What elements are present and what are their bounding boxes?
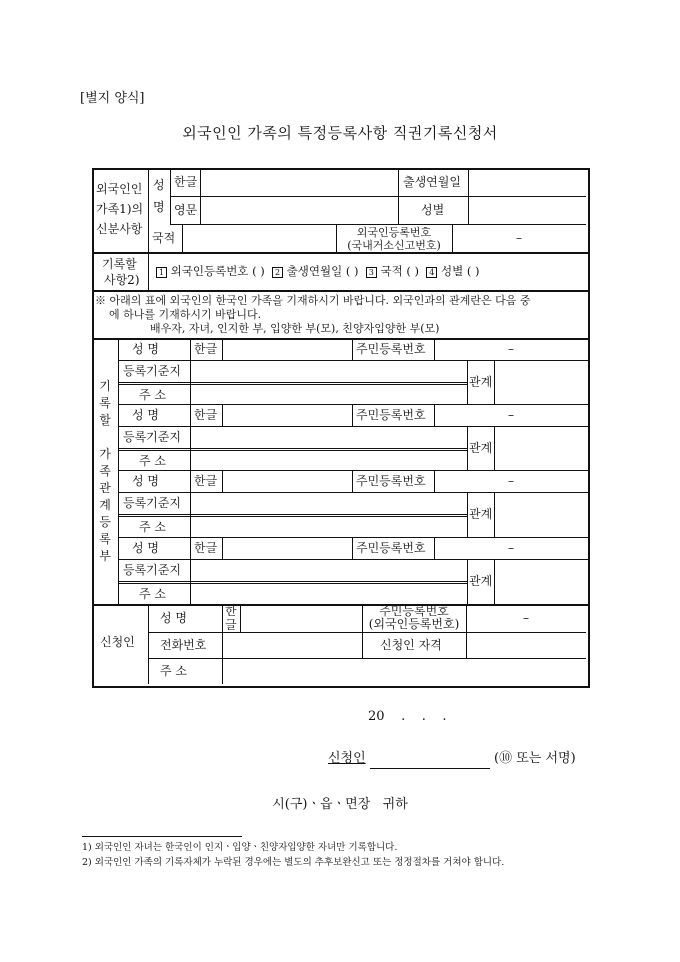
checkbox-2[interactable]: 2 <box>272 267 283 278</box>
family-4-korean-label: 한글 <box>194 541 218 555</box>
applicant-rrn-label-1: 주민등록번호 <box>379 604 449 618</box>
applicant-korean-label-2: 글 <box>225 618 237 632</box>
family-4-address-label: 주 소 <box>139 587 166 601</box>
applicant-section-label: 신청인 <box>100 635 135 649</box>
family-side-label: 기 록 할 가 족 관 계 등 록 부 <box>99 379 111 563</box>
reg-no-label-1: 외국인등록번호 <box>356 226 432 239</box>
foreigner-korean-label: 한글 <box>174 175 198 189</box>
family-1-relation-label: 관계 <box>469 375 493 389</box>
footnote-divider <box>82 836 242 837</box>
family-1-name-label: 성 명 <box>132 342 159 356</box>
addressee: 시(구)ㆍ읍ㆍ면장 귀하 <box>272 797 408 812</box>
foreigner-name-label-2: 명 <box>153 200 165 214</box>
family-4-rrn-label: 주민등록번호 <box>356 541 426 555</box>
record-label-1: 기록할 <box>102 257 137 271</box>
signature-label: 신청인 <box>328 751 366 766</box>
checkbox-1[interactable]: 1 <box>156 267 167 278</box>
applicant-name-label: 성 명 <box>160 611 187 625</box>
signature-line[interactable] <box>370 768 490 769</box>
family-4-name-label: 성 명 <box>132 541 159 555</box>
checkbox-3[interactable]: 3 <box>366 267 377 278</box>
foreigner-label-2: 가족1)의 <box>96 202 144 216</box>
family-3-base-label: 등록기준지 <box>123 496 181 510</box>
family-1-rrn-label: 주민등록번호 <box>356 342 426 356</box>
form-title: 외국인인 가족의 특정등록사항 직권기록신청서 <box>182 124 498 142</box>
birthdate-label: 출생연월일 <box>403 175 461 189</box>
notice-line-1: ※ 아래의 표에 외국인의 한국인 가족을 기재하시기 바랍니다. 외국인과의 관계란은 다음 중 <box>95 294 531 307</box>
option-3[interactable]: 3 국적 ( ) <box>366 264 419 278</box>
family-1-address-label: 주 소 <box>139 388 166 402</box>
family-2-rrn-value: – <box>508 408 514 422</box>
family-2-address-label: 주 소 <box>139 454 166 468</box>
date-line: 20 . . . <box>368 709 447 724</box>
applicant-phone-label: 전화번호 <box>160 638 207 652</box>
family-2-name-label: 성 명 <box>132 408 159 422</box>
nationality-label: 국적 <box>152 231 176 245</box>
notice-line-3: 배우자, 자녀, 인지한 부, 입양한 부(모), 친양자입양한 부(모) <box>150 322 440 335</box>
family-4-base-label: 등록기준지 <box>123 563 181 577</box>
record-options <box>156 266 479 278</box>
family-2-base-label: 등록기준지 <box>123 430 181 444</box>
foreigner-label-3: 신분사항 <box>96 222 143 236</box>
footnote-2: 2) 외국인인 가족의 기록자체가 누락된 경우에는 별도의 추후보완신고 또는 정정절차를 거쳐야 합니다. <box>82 857 505 868</box>
record-label-2: 사항2) <box>104 273 140 287</box>
annex-label: [별지 양식] <box>80 91 145 106</box>
family-3-korean-label: 한글 <box>194 474 218 488</box>
family-4-rrn-value: – <box>508 541 514 555</box>
foreigner-name-label-1: 성 <box>153 178 165 192</box>
form-table <box>92 168 590 688</box>
signature-suffix: (⑩ 또는 서명) <box>494 751 576 766</box>
family-3-address-label: 주 소 <box>139 520 166 534</box>
family-3-rrn-label: 주민등록번호 <box>356 474 426 488</box>
family-4-relation-label: 관계 <box>469 574 493 588</box>
option-1[interactable]: 1 외국인등록번호 ( ) <box>156 264 265 278</box>
foreigner-english-label: 영문 <box>174 203 198 217</box>
reg-no-value: – <box>516 231 522 245</box>
option-2[interactable]: 2 출생연월일 ( ) <box>272 264 359 278</box>
applicant-rrn-label-2: (외국인등록번호) <box>368 617 460 631</box>
family-2-rrn-label: 주민등록번호 <box>356 408 426 422</box>
foreigner-label-1: 외국인인 <box>96 182 143 196</box>
applicant-qualification-label: 신청인 자격 <box>380 638 442 652</box>
family-3-name-label: 성 명 <box>132 474 159 488</box>
footnote-1: 1) 외국인인 자녀는 한국인이 인지ㆍ입양ㆍ친양자입양한 자녀만 기록합니다. <box>82 842 398 853</box>
checkbox-4[interactable]: 4 <box>426 267 437 278</box>
family-3-rrn-value: – <box>508 474 514 488</box>
family-1-korean-label: 한글 <box>194 342 218 356</box>
reg-no-label-2: (국내거소신고번호) <box>347 239 441 252</box>
family-2-relation-label: 관계 <box>469 441 493 455</box>
notice-line-2: 에 하나를 기재하시기 바랍니다. <box>109 308 262 321</box>
applicant-address-label: 주 소 <box>160 664 187 678</box>
family-1-rrn-value: – <box>508 342 514 356</box>
option-4[interactable]: 4 성별 ( ) <box>426 264 479 278</box>
applicant-korean-label-1: 한 <box>225 604 237 618</box>
sex-label: 성별 <box>421 203 445 217</box>
applicant-rrn-value: – <box>523 611 529 625</box>
family-3-relation-label: 관계 <box>469 507 493 521</box>
family-1-base-label: 등록기준지 <box>123 364 181 378</box>
family-2-korean-label: 한글 <box>194 408 218 422</box>
